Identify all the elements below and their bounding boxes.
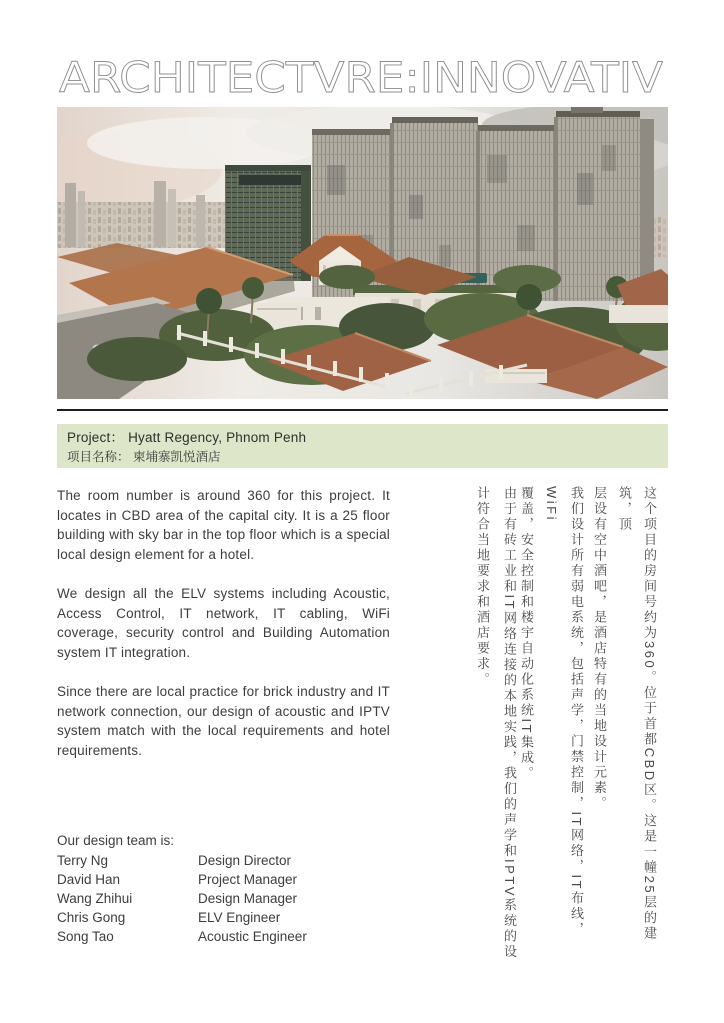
team-row (57, 851, 390, 870)
green-tower-band (239, 175, 301, 185)
member-name: Chris Gong (57, 910, 126, 925)
distant-tower (65, 183, 76, 247)
vertical-column: 我们设计所有弱电系统，包括声学，门禁控制，IT网络，IT布线，WiFi (544, 486, 584, 938)
paragraph-overview: The room number is around 360 for this project. It locates in CBD area of the capital city. It is a 25 floor building with sky bar in the top floor which is a special local design element for a hotel. (57, 488, 390, 562)
team-row (57, 870, 390, 889)
member-role: Design Director (198, 853, 292, 868)
vertical-column: 这个项目的房间号约为360。位于首都CBD区。这是一幢25层的建筑，顶 (617, 486, 657, 942)
vertical-column: 覆盖，安全控制和楼宇自动化系统IT集成。 (519, 486, 534, 782)
project-rendering-image (57, 107, 668, 399)
vertical-column: 计符合当地要求和酒店要求。 (475, 486, 490, 688)
team-row (57, 927, 390, 946)
green-tower-parapet (225, 165, 311, 172)
design-team-list (57, 831, 390, 946)
member-role: Acoustic Engineer (198, 929, 307, 944)
member-role: Design Manager (198, 891, 298, 906)
paragraph-local: Since there are local practice for brick industry and IT network connection, our design of acoustic and IPTV system match with the local requirements and hotel requirements. (57, 684, 390, 758)
page-title-text: ARCHITECTVRE:INNOVATIV (59, 53, 664, 102)
chinese-paragraph-elv-scope (519, 486, 589, 968)
chinese-paragraph-overview (592, 486, 662, 968)
paragraph-elv-scope: We design all the ELV systems including Acoustic, Access Control, IT network, IT cabling, WiFi coverage, security control and Building Automation system IT integration. (57, 586, 390, 660)
project-banner (57, 424, 668, 468)
team-row (57, 889, 390, 908)
distant-tower (168, 189, 176, 247)
member-name: Terry Ng (57, 853, 109, 868)
chinese-paragraph-local (467, 486, 523, 968)
team-heading: Our design team is: (57, 833, 175, 848)
member-name: David Han (57, 872, 121, 887)
description-column (57, 486, 390, 780)
member-name: Wang Zhihui (57, 891, 133, 906)
section-divider (57, 409, 668, 411)
project-title-cn: 项目名称： 柬埔寨凯悦酒店 (67, 450, 221, 464)
vertical-column: 由于有砖工业和IT网络连接的本地实践，我们的声学和IPTV系统的设 (502, 486, 517, 960)
page-title (57, 52, 668, 102)
distant-tower (196, 195, 205, 247)
distant-tower (78, 191, 85, 247)
project-title-en: Project： Hyatt Regency, Phnom Penh (67, 430, 307, 445)
member-role: ELV Engineer (198, 910, 281, 925)
distant-tower (154, 181, 166, 247)
member-role: Project Manager (198, 872, 298, 887)
team-row (57, 908, 390, 927)
vertical-column: 层设有空中酒吧，是酒店特有的当地设计元素。 (592, 486, 607, 812)
member-name: Song Tao (57, 929, 114, 944)
